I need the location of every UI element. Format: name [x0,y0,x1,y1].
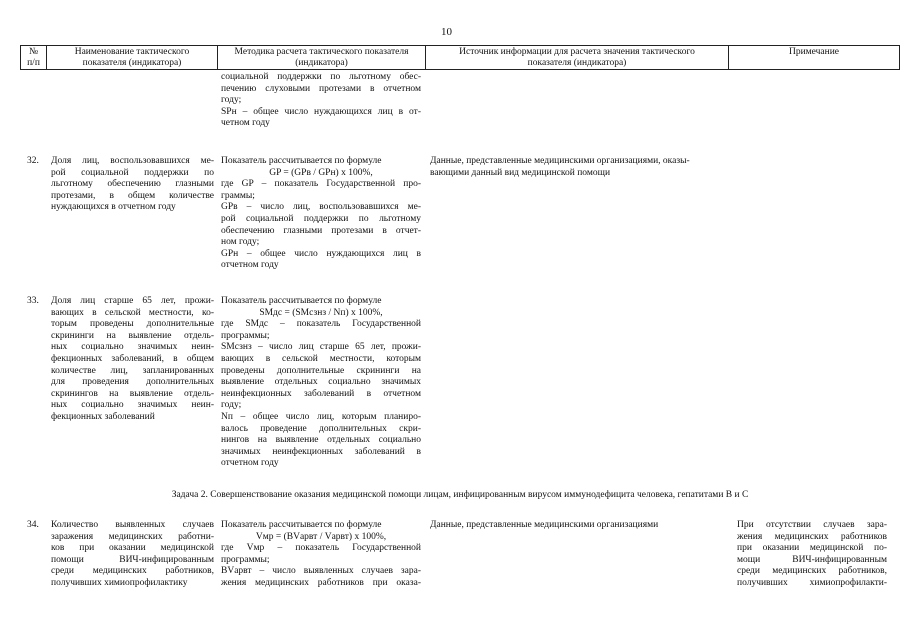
text-line: граммы; [221,190,255,201]
text-line: где SMдс – показатель Государственной [221,319,421,330]
text-line: четном году [221,118,270,129]
text-line: Количество выявленных случаев [51,520,214,530]
text-line: значимых неинфекционных заболеваний в [221,446,421,457]
text-line: неинфекционных заболеваний в отчетном [221,388,421,399]
header-text: № [28,47,39,57]
row34-note [737,520,887,590]
header-col-source [426,47,728,69]
text-line: скрининги на выявление отдель- [51,330,214,341]
task-heading: Задача 2. Совершенствование оказания медицинской помощи лицам, инфицированным вирусом иммунодефицита человека, гепатитами В и С [171,490,749,500]
text-line: Данные, представленные медицинскими организациями [430,520,659,530]
text-line: Nп – общее число лиц, которым планиро- [221,411,421,422]
continuation-method [221,72,421,130]
text-line: вающими данный вид медицинской помощи [430,167,611,178]
text-line: для проведения дополнительных [51,377,214,388]
text-line: проведены дополнительные скрининги на [221,365,421,376]
text-line: среди медицинских работников, [51,566,214,577]
text-line: торым проведены дополнительные [51,319,214,330]
header-top-border [20,45,900,46]
text-line: ных социально значимых неин- [51,400,214,411]
text-line: обеспечению глазными протезами в отчет- [221,225,421,236]
row32-name [51,156,214,214]
header-bottom-border [20,69,900,70]
text-line: BVарвт – число выявленных случаев зара- [221,566,421,577]
text-line: программы; [221,330,270,341]
text-line: помощи ВИЧ-инфицированным [51,554,214,565]
row-number: 33. [27,296,39,306]
text-line: при оказании медицинской по- [737,543,887,554]
row32-method [221,156,421,272]
header-text: п/п [27,58,40,68]
text-line: протезами, в общем количестве [51,190,214,201]
text-line: Показатель рассчитывается по формуле [221,156,382,166]
text-line: получивших химиопрофилактику [51,577,188,588]
text-line: вающих в сельской местности, ко- [51,307,214,318]
row33-method [221,296,421,470]
text-line: выявление отдельных социально значимых [221,377,421,388]
text-line: ков при оказании медицинской [51,543,214,554]
text-line: отчетном году [221,260,279,271]
text-line: рой социальной поддержки по [51,167,214,178]
text-line: отчетном году [221,458,279,469]
row32-source [430,156,726,179]
page-number: 10 [441,26,452,38]
formula: Vмр = (BVарвт / Vарвт) x 100%, [255,531,387,542]
header-col-number [21,47,46,69]
header-col-note [729,47,899,58]
header-text: (индикатора) [295,58,348,68]
text-line: GPн – общее число нуждающихся лиц в [221,248,421,259]
header-text: Наименование тактического [74,47,190,57]
text-line: SMсзнз – число лиц старше 65 лет, прожи- [221,342,421,353]
text-line: жения медицинских работников [737,531,887,542]
header-col-name [47,47,217,69]
text-line: нуждающихся в отчетном году [51,202,176,213]
header-text: показателя (индикатора) [527,58,627,68]
text-line: фекционных заболеваний, в общем [51,353,214,364]
text-line: где GP – показатель Государственной про- [221,179,421,190]
text-line: Показатель рассчитывается по формуле [221,296,382,306]
text-line: жения медицинских работников при оказа- [221,577,421,588]
formula: SMдс = (SMсзнз / Nп) x 100%, [259,307,383,318]
text-line: среди медицинских работников, [737,566,887,577]
formula: GP = (GPв / GPн) x 100%, [269,167,373,178]
row33-name [51,296,214,424]
text-line: социальной поддержки по льготному обес- [221,72,421,82]
text-line: При отсутствии случаев зара- [737,520,887,530]
text-line: Показатель рассчитывается по формуле [221,520,382,530]
row34-source [430,520,726,532]
text-line: SPн – общее число нуждающихся лиц в от- [221,106,421,117]
text-line: валось проведение дополнительных скри- [221,423,421,434]
text-line: заражения медицинских работни- [51,531,214,542]
text-line: году; [221,400,242,411]
row34-method [221,520,421,590]
header-col-method [218,47,425,69]
text-line: фекционных заболеваний [51,411,155,422]
text-line: году; [221,95,242,106]
text-line: нингов на выявление отдельных социально [221,435,421,446]
text-line: Доля лиц старше 65 лет, прожи- [51,296,214,306]
header-text: Источник информации для расчета значения тактического [459,47,695,57]
header-text: показателя (индикатора) [82,58,182,68]
text-line: программы; [221,554,270,565]
row-number: 34. [27,520,39,530]
text-line: где Vмр – показатель Государственной [221,543,421,554]
text-line: Доля лиц, воспользовавшихся ме- [51,156,214,166]
text-line: GPв – число лиц, воспользовавшихся ме- [221,202,421,213]
text-line: ных социально значимых неин- [51,342,214,353]
text-line: количестве лиц, запланированных [51,365,214,376]
header-divider [899,45,900,70]
row-number: 32. [27,156,39,166]
text-line: печению слуховыми протезами в отчетном [221,83,421,94]
text-line: Данные, представленные медицинскими организациями, оказы- [430,156,690,166]
header-text: Методика расчета тактического показателя [234,47,409,57]
text-line: мощи ВИЧ-инфицированным [737,554,887,565]
text-line: ном году; [221,237,260,248]
text-line: рой социальной поддержки по льготному [221,213,421,224]
text-line: льготному обеспечению глазными [51,179,214,190]
text-line: скринингов на выявление отдель- [51,388,214,399]
row34-name [51,520,214,590]
text-line: получивших химиопрофилакти- [737,577,887,588]
header-text: Примечание [788,47,840,57]
text-line: вающих в сельской местности, которым [221,353,421,364]
